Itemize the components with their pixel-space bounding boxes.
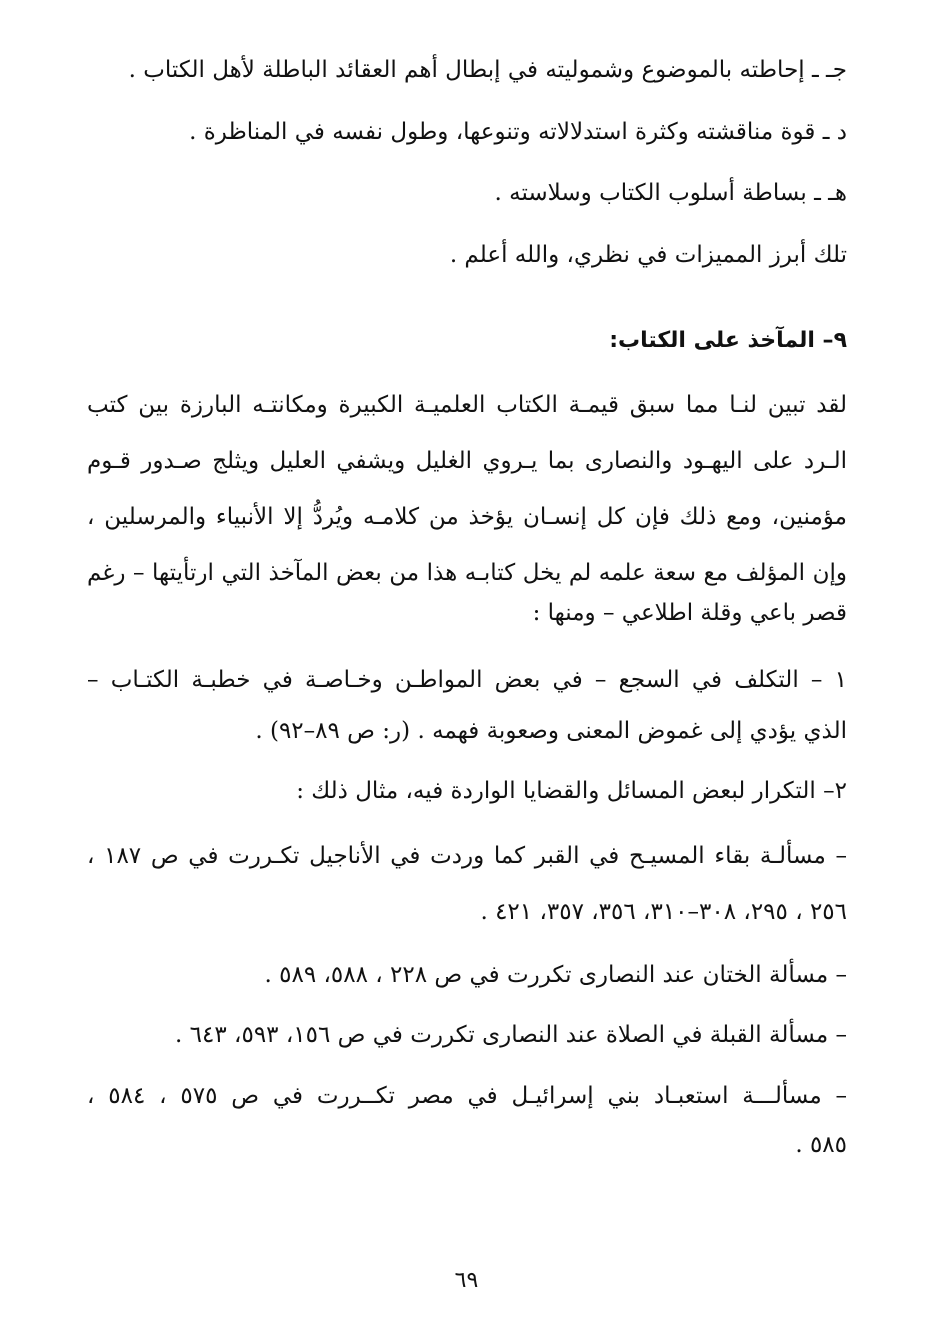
- paragraph-line: لقد تبين لنـا مما سبق قيمـة الكتاب العلميـة الكبيرة ومكانتـه البارزة بين كتب: [87, 392, 847, 418]
- paragraph-line: قصر باعي وقلة اطلاعي – ومنها :: [532, 600, 847, 626]
- point-2-line: ٢– التكرار لبعض المسائل والقضايا الواردة فيه، مثال ذلك :: [296, 778, 847, 804]
- repeat-example-line: – مسألـة بقاء المسيـح في القبر كما وردت في الأناجيل تكـررت في ص ١٨٧ ،: [87, 843, 847, 869]
- paragraph-line: وإن المؤلف مع سعة علمه لم يخل كتابـه هذا من بعض المآخذ التي ارتأيتها – رغم: [87, 560, 847, 586]
- point-1-line: الذي يؤدي إلى غموض المعنى وصعوبة فهمه . (ر: ص ٨٩–٩٢) .: [255, 718, 847, 744]
- repeat-example-line: – مسألة القبلة في الصلاة عند النصارى تكررت في ص ١٥٦، ٥٩٣، ٦٤٣ .: [175, 1022, 847, 1048]
- repeat-example-line: ٢٥٦ ، ٢٩٥، ٣٠٨–٣١٠، ٣٥٦، ٣٥٧، ٤٢١ .: [480, 899, 847, 925]
- feature-item-d: د ـ قوة مناقشته وكثرة استدلالاته وتنوعها، وطول نفسه في المناظرة .: [189, 119, 847, 145]
- feature-item-h: هـ ـ بساطة أسلوب الكتاب وسلاسته .: [494, 180, 847, 206]
- repeat-example-line: ٥٨٥ .: [795, 1132, 847, 1158]
- paragraph-line: مؤمنين، ومع ذلك فإن كل إنسـان يؤخذ من كلامـه ويُردُّ إلا الأنبياء والمرسلين ،: [87, 504, 847, 530]
- repeat-example-line: – مسألة الختان عند النصارى تكررت في ص ٢٢٨ ، ٥٨٨، ٥٨٩ .: [264, 962, 847, 988]
- repeat-example-line: – مسألـــة استعبـاد بني إسرائيـل في مصر تكــررت في ص ٥٧٥ ، ٥٨٤ ،: [87, 1083, 848, 1109]
- features-conclusion: تلك أبرز المميزات في نظري، والله أعلم .: [449, 242, 847, 268]
- section-heading: ٩– المآخذ على الكتاب:: [609, 328, 847, 353]
- feature-item-c: جـ ـ إحاطته بالموضوع وشموليته في إبطال أهم العقائد الباطلة لأهل الكتاب .: [128, 57, 847, 83]
- point-1-line: ١ – التكلف في السجع – في بعض المواطـن وخـاصـة في خطبـة الكتـاب –: [87, 667, 847, 693]
- page-number: ٦٩: [454, 1268, 479, 1293]
- paragraph-line: الـرد على اليهـود والنصارى بما يـروي الغليل ويشفي العليل ويثلج صـدور قـوم: [87, 448, 847, 474]
